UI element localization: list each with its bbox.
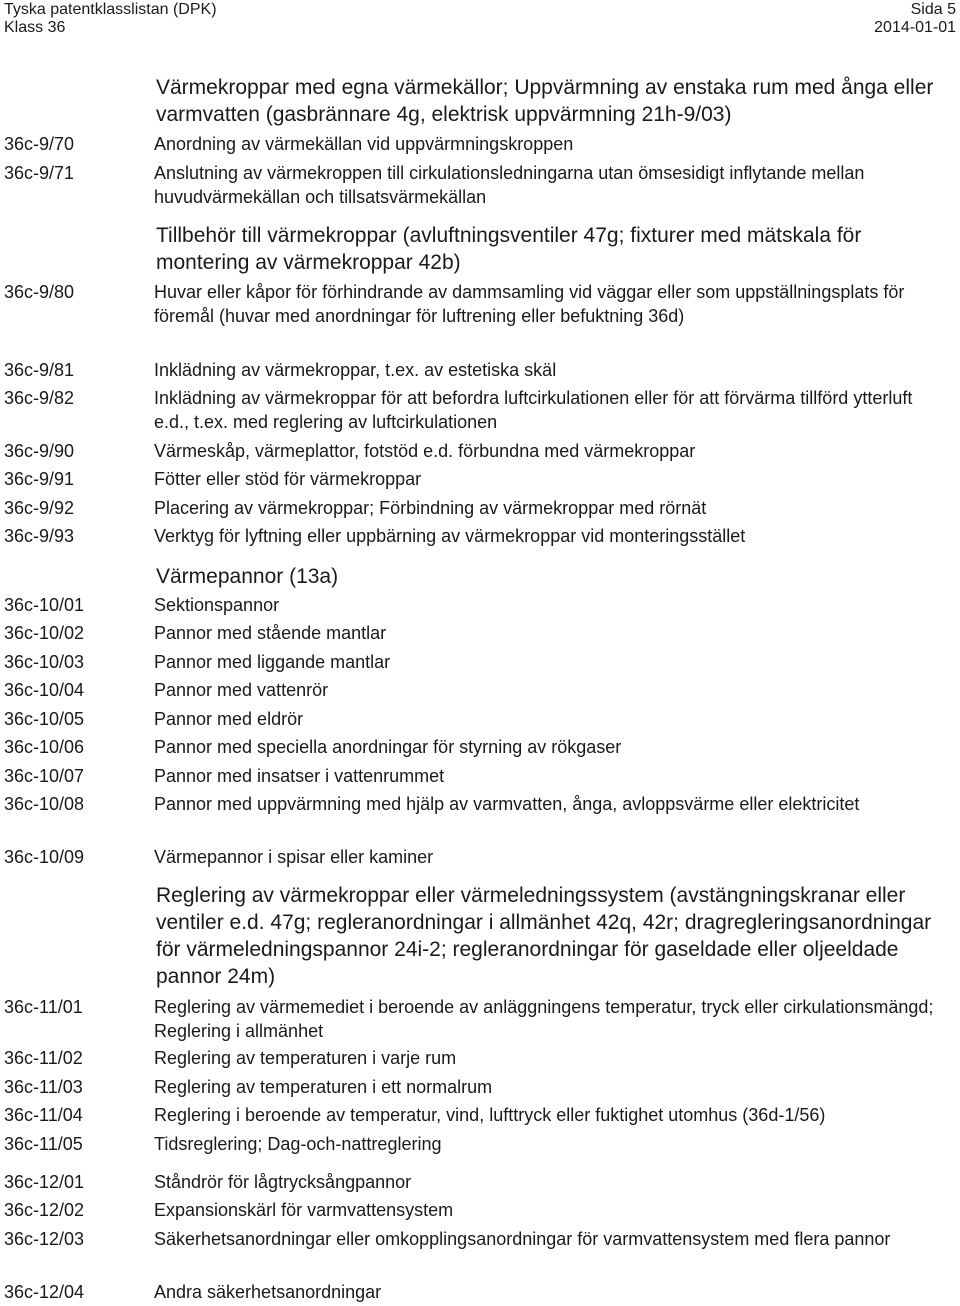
- classification-description: Expansionskärl för varmvattensystem: [154, 1200, 454, 1220]
- classification-description: Pannor med stående mantlar: [154, 623, 387, 643]
- classification-code: 36c-9/91: [4, 469, 75, 489]
- classification-description: Ståndrör för lågtrycksångpannor: [154, 1172, 412, 1192]
- classification-description: Inklädning av värmekroppar för att befordra luftcirkulationen eller för att förvärma tillförd ytterluft e.d., t.ex. med reglering av luftcirkulationen: [154, 388, 913, 432]
- classification-description: Pannor med uppvärmning med hjälp av varmvatten, ånga, avloppsvärme eller elektricitet: [154, 794, 860, 814]
- classification-code: 36c-12/02: [4, 1200, 85, 1220]
- section-heading-text: Tillbehör till värmekroppar (avluftningsventiler 47g; fixturer med mätskala för montering av värmekroppar 42b): [156, 224, 862, 274]
- classification-code: 36c-11/03: [4, 1077, 83, 1097]
- classification-code: 36c-10/09: [4, 847, 85, 867]
- classification-code: 36c-11/04: [4, 1105, 83, 1125]
- classification-description: Inklädning av värmekroppar, t.ex. av estetiska skäl: [154, 360, 557, 380]
- classification-code: 36c-9/93: [4, 526, 75, 546]
- classification-code: 36c-10/02: [4, 623, 85, 643]
- classification-description: Pannor med eldrör: [154, 709, 304, 729]
- section-heading-text: Reglering av värmekroppar eller värmeledningssystem (avstängningskranar eller ventiler e.d. 47g; regleranordningar i allmänhet 42q, 42r; dragregleringsanordningar för värmeledningspannor 24i-2; regleranordningar för gaseldade eller oljeeldade pannor 24m): [156, 884, 932, 988]
- classification-description: Andra säkerhetsanordningar: [154, 1282, 382, 1302]
- classification-description: Pannor med speciella anordningar för styrning av rökgaser: [154, 737, 622, 757]
- classification-description: Fötter eller stöd för värmekroppar: [154, 469, 422, 489]
- classification-code: 36c-9/90: [4, 441, 75, 461]
- classification-code: 36c-10/05: [4, 709, 85, 729]
- classification-code: 36c-9/81: [4, 360, 75, 380]
- classification-description: Sektionspannor: [154, 595, 280, 615]
- classification-description: Placering av värmekroppar; Förbindning av värmekroppar med rörnät: [154, 498, 707, 518]
- classification-code: 36c-11/02: [4, 1048, 83, 1068]
- classification-description: Värmeskåp, värmeplattor, fotstöd e.d. förbundna med värmekroppar: [154, 441, 696, 461]
- classification-code: 36c-10/07: [4, 766, 85, 786]
- header-page-number: Sida 5: [910, 1, 956, 18]
- section-heading-text: Värmepannor (13a): [156, 565, 339, 588]
- classification-description: Pannor med vattenrör: [154, 680, 329, 700]
- classification-code: 36c-10/06: [4, 737, 85, 757]
- classification-description: Anslutning av värmekroppen till cirkulationsledningarna utan ömsesidigt inflytande mellan huvudvärmekällan och tillsatsvärmekällan: [154, 163, 865, 207]
- classification-description: Huvar eller kåpor för förhindrande av dammsamling vid väggar eller som uppställningsplats för föremål (huvar med anordningar för luftrening eller befuktning 36d): [154, 282, 905, 326]
- classification-description: Reglering i beroende av temperatur, vind, lufttryck eller fuktighet utomhus (36d-1/56): [154, 1105, 826, 1125]
- classification-description: Säkerhetsanordningar eller omkopplingsanordningar för varmvattensystem med flera pannor: [154, 1229, 891, 1249]
- classification-code: 36c-11/05: [4, 1134, 83, 1154]
- classification-description: Pannor med insatser i vattenrummet: [154, 766, 445, 786]
- section-heading-text: Värmekroppar med egna värmekällor; Uppvärmning av enstaka rum med ånga eller varmvatten (gasbrännare 4g, elektrisk uppvärmning 21h-9/03): [156, 76, 934, 126]
- classification-code: 36c-9/80: [4, 282, 75, 302]
- classification-description: Pannor med liggande mantlar: [154, 652, 391, 672]
- classification-description: Anordning av värmekällan vid uppvärmningskroppen: [154, 134, 574, 154]
- header-class-label: Klass 36: [4, 19, 66, 36]
- classification-code: 36c-12/04: [4, 1282, 85, 1302]
- header-date: 2014-01-01: [874, 19, 956, 36]
- classification-code: 36c-12/03: [4, 1229, 85, 1249]
- classification-description: Reglering av temperaturen i varje rum: [154, 1048, 457, 1068]
- classification-code: 36c-10/01: [4, 595, 85, 615]
- classification-description: Verktyg för lyftning eller uppbärning av värmekroppar vid monteringsstället: [154, 526, 746, 546]
- classification-code: 36c-9/92: [4, 498, 75, 518]
- classification-code: 36c-9/71: [4, 163, 75, 183]
- classification-code: 36c-12/01: [4, 1172, 85, 1192]
- classification-code: 36c-10/08: [4, 794, 85, 814]
- classification-description: Värmepannor i spisar eller kaminer: [154, 847, 434, 867]
- classification-code: 36c-11/01: [4, 997, 83, 1017]
- classification-code: 36c-10/04: [4, 680, 85, 700]
- classification-description: Reglering av temperaturen i ett normalrum: [154, 1077, 493, 1097]
- classification-code: 36c-9/70: [4, 134, 75, 154]
- classification-description: Reglering av värmemediet i beroende av anläggningens temperatur, tryck eller cirkulationsmängd; Reglering i allmänhet: [154, 997, 934, 1041]
- classification-code: 36c-9/82: [4, 388, 75, 408]
- classification-code: 36c-10/03: [4, 652, 85, 672]
- header-document-title: Tyska patentklasslistan (DPK): [4, 1, 217, 18]
- classification-description: Tidsreglering; Dag-och-nattreglering: [154, 1134, 442, 1154]
